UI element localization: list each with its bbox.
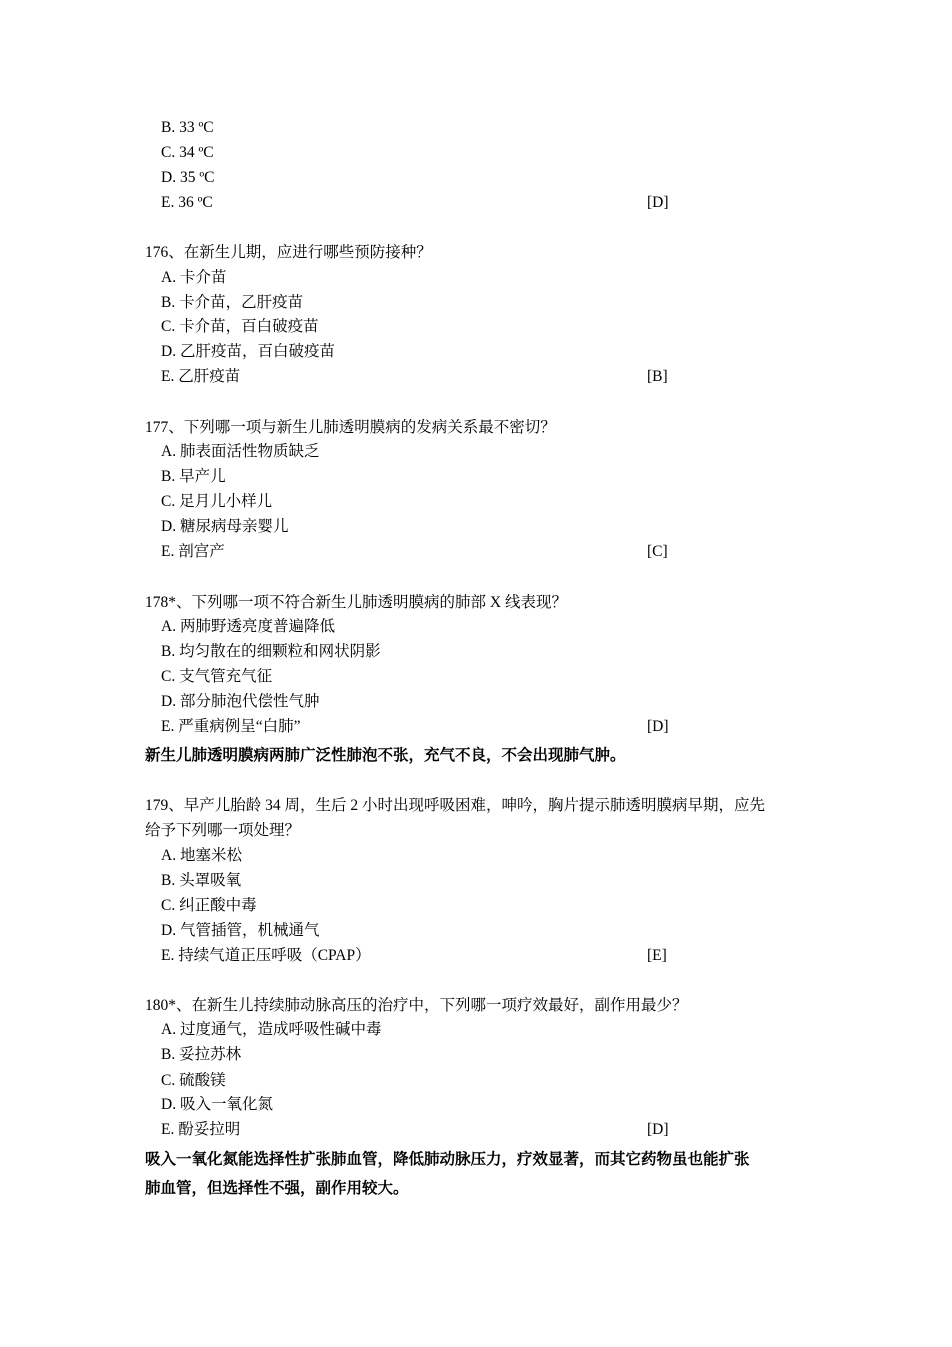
option-e: E. 持续气道正压呼吸（CPAP）: [161, 947, 371, 964]
option-d: D. 糖尿病母亲婴儿: [161, 518, 289, 535]
option-b: B. 均匀散在的细颗粒和网状阴影: [161, 643, 381, 660]
explanation-note: 新生儿肺透明膜病两肺广泛性肺泡不张，充气不良，不会出现肺气肿。: [145, 747, 626, 764]
option-a: A. 地塞米松: [161, 847, 242, 864]
option-b: B. 早产儿: [161, 468, 226, 485]
answer-key: [B]: [647, 368, 668, 385]
question-stem: 179、早产儿胎龄 34 周，生后 2 小时出现呼吸困难，呻吟，胸片提示肺透明膜病早期，应先: [145, 797, 766, 814]
option-c: C. 足月儿小样儿: [161, 493, 273, 510]
option-e: E. 剖宫产: [161, 543, 225, 560]
option-d: D. 乙肝疫苗，百白破疫苗: [161, 343, 335, 360]
answer-key: [C]: [647, 543, 668, 560]
answer-key: [E]: [647, 947, 667, 964]
question-stem: 177、下列哪一项与新生儿肺透明膜病的发病关系最不密切？: [145, 419, 556, 436]
explanation-note: 吸入一氧化氮能选择性扩张肺血管，降低肺动脉压力，疗效显著，而其它药物虽也能扩张: [145, 1151, 750, 1168]
option-d: D. 吸入一氧化氮: [161, 1096, 273, 1113]
option-b: B. 33 ºC: [161, 119, 214, 136]
answer-key: [D]: [647, 1121, 669, 1138]
option-e: E. 36 ºC: [161, 194, 213, 211]
option-d: D. 气管插管，机械通气: [161, 922, 320, 939]
option-c: C. 硫酸镁: [161, 1072, 226, 1089]
answer-key: [D]: [647, 194, 669, 211]
option-e: E. 乙肝疫苗: [161, 368, 241, 385]
option-d: D. 部分肺泡代偿性气肿: [161, 693, 320, 710]
option-a: A. 肺表面活性物质缺乏: [161, 443, 320, 460]
option-c: C. 34 ºC: [161, 144, 214, 161]
explanation-note-continued: 肺血管，但选择性不强，副作用较大。: [145, 1180, 409, 1197]
option-a: A. 两肺野透亮度普遍降低: [161, 618, 335, 635]
answer-key: [D]: [647, 718, 669, 735]
option-b: B. 卡介苗，乙肝疫苗: [161, 294, 304, 311]
option-e: E. 酚妥拉明: [161, 1121, 241, 1138]
option-a: A. 过度通气，造成呼吸性碱中毒: [161, 1021, 382, 1038]
option-c: C. 支气管充气征: [161, 668, 273, 685]
question-stem: 176、在新生儿期，应进行哪些预防接种？: [145, 244, 432, 261]
option-c: C. 纠正酸中毒: [161, 897, 257, 914]
question-stem-continued: 给予下列哪一项处理？: [145, 822, 301, 839]
option-a: A. 卡介苗: [161, 269, 227, 286]
question-stem: 180*、在新生儿持续肺动脉高压的治疗中，下列哪一项疗效最好，副作用最少？: [145, 997, 688, 1014]
option-c: C. 卡介苗，百白破疫苗: [161, 318, 319, 335]
option-d: D. 35 ºC: [161, 169, 215, 186]
option-e: E. 严重病例呈“白肺”: [161, 718, 301, 735]
option-b: B. 头罩吸氧: [161, 872, 242, 889]
option-b: B. 妥拉苏林: [161, 1046, 242, 1063]
question-stem: 178*、下列哪一项不符合新生儿肺透明膜病的肺部 X 线表现？: [145, 594, 567, 611]
